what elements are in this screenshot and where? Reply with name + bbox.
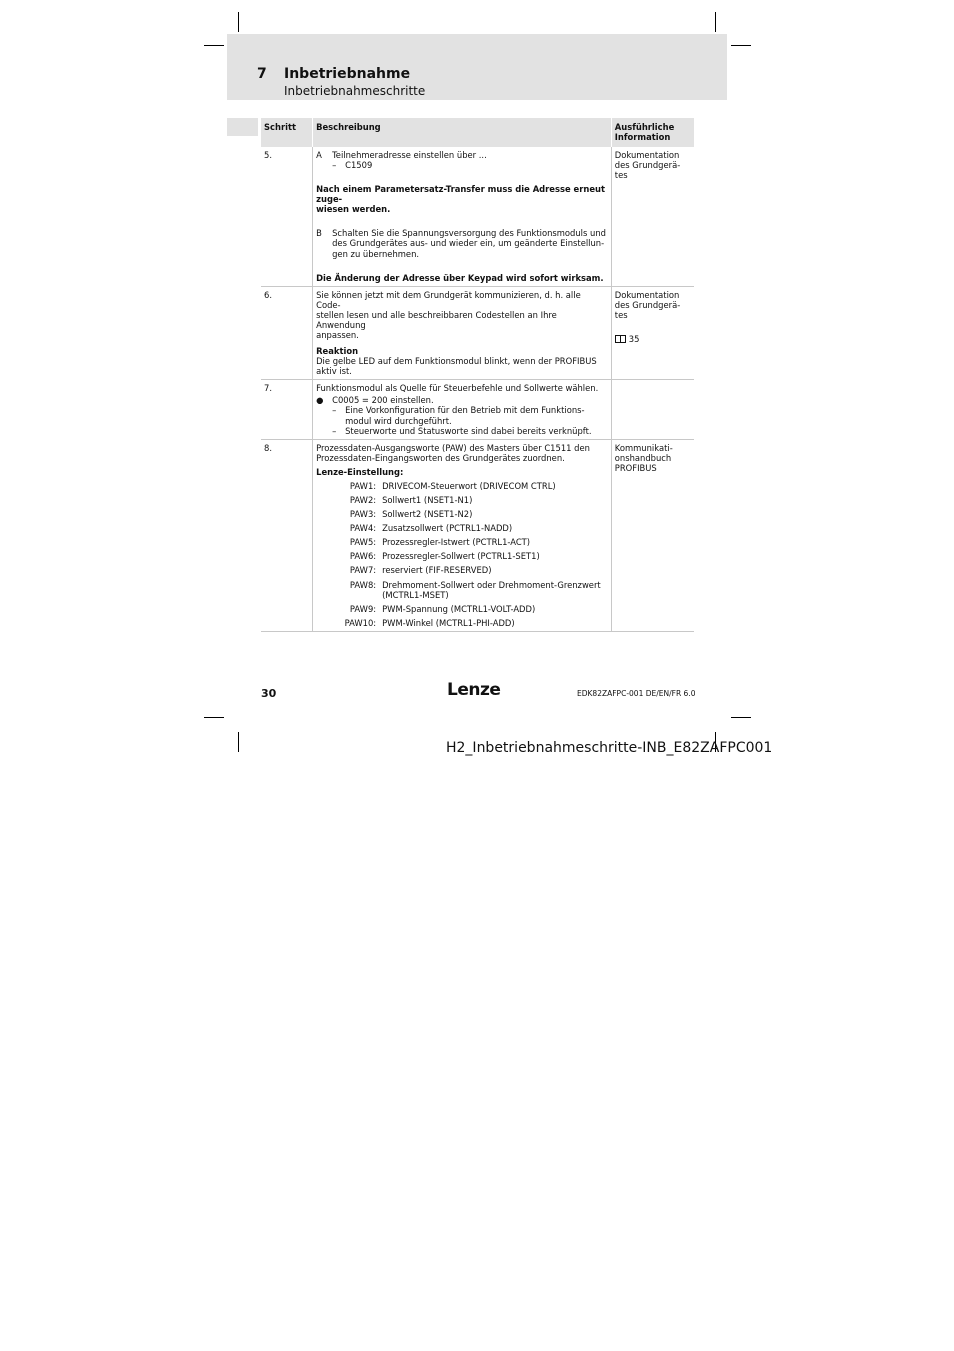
paw-row — [316, 618, 608, 628]
step-info — [611, 439, 694, 631]
crop-mark — [715, 12, 716, 32]
text-line: modul wird durchgeführt. — [345, 415, 452, 426]
text-line: DRIVECOM-Steuerwort (DRIVECOM CTRL) — [382, 480, 556, 491]
step-description — [313, 286, 612, 380]
text-line: Drehmoment-Sollwert oder Drehmoment-Grenzwert — [382, 579, 601, 590]
paw-list — [316, 481, 608, 628]
warning-note — [316, 184, 608, 214]
text-line: (MCTRL1-MSET) — [382, 589, 449, 600]
paw-key: PAW6: — [349, 551, 377, 562]
dash-label: – — [332, 160, 337, 171]
text-line: PROFIBUS — [614, 462, 657, 473]
page-reference[interactable] — [615, 334, 691, 344]
lenze-logo: Lenze — [447, 680, 501, 700]
list-subitem — [316, 160, 608, 170]
crop-mark — [731, 717, 751, 718]
table-row — [261, 147, 694, 286]
text-line: Prozessregler-Sollwert (PCTRL1-SET1) — [382, 551, 540, 562]
text-line: Prozessdaten-Eingangsworten des Grundgerätes zuordnen. — [316, 452, 565, 463]
side-tab-marker — [227, 118, 258, 136]
crop-mark — [238, 732, 239, 752]
paw-row — [316, 509, 608, 519]
paw-value — [382, 604, 535, 614]
step-number: 7. — [261, 380, 313, 439]
text-line: des Grundgerä- — [614, 160, 681, 171]
list-subitem — [316, 405, 608, 425]
paw-value — [382, 618, 515, 628]
item-text — [345, 405, 584, 425]
text-line: onshandbuch — [614, 452, 672, 463]
paw-value — [382, 565, 491, 575]
paw-row — [316, 580, 608, 600]
paw-key: PAW1: — [349, 480, 377, 491]
paw-key: PAW9: — [349, 603, 377, 614]
paw-value — [382, 551, 540, 561]
paw-row — [316, 551, 608, 561]
paw-key: PAW2: — [349, 495, 377, 506]
paw-value — [382, 495, 472, 505]
crop-mark — [204, 45, 224, 46]
text-line: Dokumentation — [614, 289, 680, 300]
chapter-title: Inbetriebnahme — [284, 66, 411, 82]
item-label: B — [316, 228, 322, 239]
reaction-title: Reaktion — [316, 346, 359, 357]
item-label: A — [316, 150, 322, 160]
paw-key: PAW8: — [349, 579, 377, 590]
paw-key: PAW5: — [349, 537, 377, 548]
item-text: C1509 — [345, 160, 373, 171]
file-name-note: H2_Inbetriebnahmeschritte-INB_E82ZAFPC001 — [446, 740, 773, 756]
paw-key: PAW3: — [349, 509, 377, 520]
item-text: C0005 = 200 einstellen. — [332, 395, 434, 406]
text-line: Zusatzsollwert (PCTRL1-NADD) — [382, 523, 513, 534]
paw-value — [382, 537, 530, 547]
step-description — [313, 439, 612, 631]
text-line: Dokumentation — [614, 150, 680, 160]
dash-label: – — [332, 425, 337, 436]
step-description — [313, 147, 612, 286]
header-step: Schritt — [261, 118, 313, 147]
text-line: Die gelbe LED auf dem Funktionsmodul blinkt, wenn der PROFIBUS — [316, 356, 597, 367]
step-number: 5. — [261, 147, 313, 286]
step-number: 8. — [261, 439, 313, 631]
header-info-line: Ausführliche — [614, 122, 675, 132]
text-line: Schalten Sie die Spannungsversorgung des Funktionsmoduls und — [332, 228, 606, 239]
paw-key: PAW7: — [349, 565, 377, 576]
page-number: 30 — [261, 687, 277, 700]
crop-mark — [204, 717, 224, 718]
default-settings-title: Lenze-Einstellung: — [316, 466, 404, 477]
list-subitem — [316, 426, 608, 436]
step-info — [611, 286, 694, 380]
text-line: tes — [614, 170, 628, 181]
table-row — [261, 380, 694, 439]
text-line: PWM-Winkel (MCTRL1-PHI-ADD) — [382, 617, 515, 628]
text-line: Kommunikati- — [614, 442, 673, 453]
warning-note: Die Änderung der Adresse über Keypad wird sofort wirksam. — [316, 272, 604, 283]
header-description: Beschreibung — [313, 118, 612, 147]
item-text: Teilnehmeradresse einstellen über ... — [332, 150, 487, 160]
step-info — [611, 380, 694, 439]
text-line: gen zu übernehmen. — [332, 248, 420, 259]
list-item — [316, 150, 608, 160]
crop-mark — [731, 45, 751, 46]
paw-row — [316, 604, 608, 614]
text-line: des Grundgerätes aus- und wieder ein, um geänderte Einstellun- — [332, 238, 605, 249]
paw-value — [382, 481, 556, 491]
item-text — [332, 228, 606, 258]
text-line: stellen lesen und alle beschreibbaren Codestellen an Ihre Anwendung — [316, 309, 557, 330]
text-line: aktiv ist. — [316, 366, 352, 377]
text-line: wiesen werden. — [316, 204, 391, 215]
list-item — [316, 228, 608, 258]
crop-mark — [238, 12, 239, 32]
table-row — [261, 439, 694, 631]
paw-row — [316, 565, 608, 575]
item-text: Steuerworte und Statusworte sind dabei bereits verknüpft. — [345, 425, 592, 436]
text-line: Prozessregler-Istwert (PCTRL1-ACT) — [382, 537, 531, 548]
text-line: des Grundgerä- — [614, 299, 681, 310]
header-info-line: Information — [614, 132, 671, 143]
text-line: anpassen. — [316, 330, 359, 341]
text-line: tes — [614, 309, 628, 320]
step-info — [611, 147, 694, 286]
text-line: Sollwert1 (NSET1-N1) — [382, 495, 473, 506]
section-subtitle: Inbetriebnahmeschritte — [284, 84, 426, 98]
paw-value — [382, 523, 512, 533]
page-ref-number: 35 — [628, 333, 640, 344]
text-line: Sollwert2 (NSET1-N2) — [382, 509, 473, 520]
header-info — [611, 118, 694, 147]
text-line: Nach einem Parametersatz-Transfer muss die Adresse erneut zuge- — [316, 184, 605, 205]
document-code: EDK82ZAFPC-001 DE/EN/FR 6.0 — [577, 689, 696, 698]
text-line: Sie können jetzt mit dem Grundgerät kommunizieren, d. h. alle Code- — [316, 289, 581, 310]
paw-key: PAW4: — [349, 523, 377, 534]
dash-label: – — [332, 405, 337, 416]
paw-value — [382, 509, 472, 519]
list-item — [316, 395, 608, 405]
chapter-number: 7 — [257, 66, 267, 82]
text-line: Eine Vorkonfiguration für den Betrieb mit dem Funktions- — [345, 405, 585, 416]
text-line: reserviert (FIF-RESERVED) — [382, 565, 492, 576]
paw-row — [316, 495, 608, 505]
step-number: 6. — [261, 286, 313, 380]
paw-value — [382, 580, 601, 600]
text-line: PWM-Spannung (MCTRL1-VOLT-ADD) — [382, 603, 536, 614]
step-description — [313, 380, 612, 439]
paw-row — [316, 537, 608, 547]
paw-row — [316, 523, 608, 533]
steps-table — [261, 118, 694, 632]
paw-row — [316, 481, 608, 491]
book-icon — [615, 335, 626, 343]
table-row — [261, 286, 694, 380]
text-line: Funktionsmodul als Quelle für Steuerbefehle und Sollwerte wählen. — [316, 383, 599, 394]
table-header-row — [261, 118, 694, 147]
paw-key: PAW10: — [344, 617, 377, 628]
bullet-icon: ● — [316, 395, 324, 406]
text-line: Prozessdaten-Ausgangsworte (PAW) des Masters über C1511 den — [316, 442, 590, 453]
